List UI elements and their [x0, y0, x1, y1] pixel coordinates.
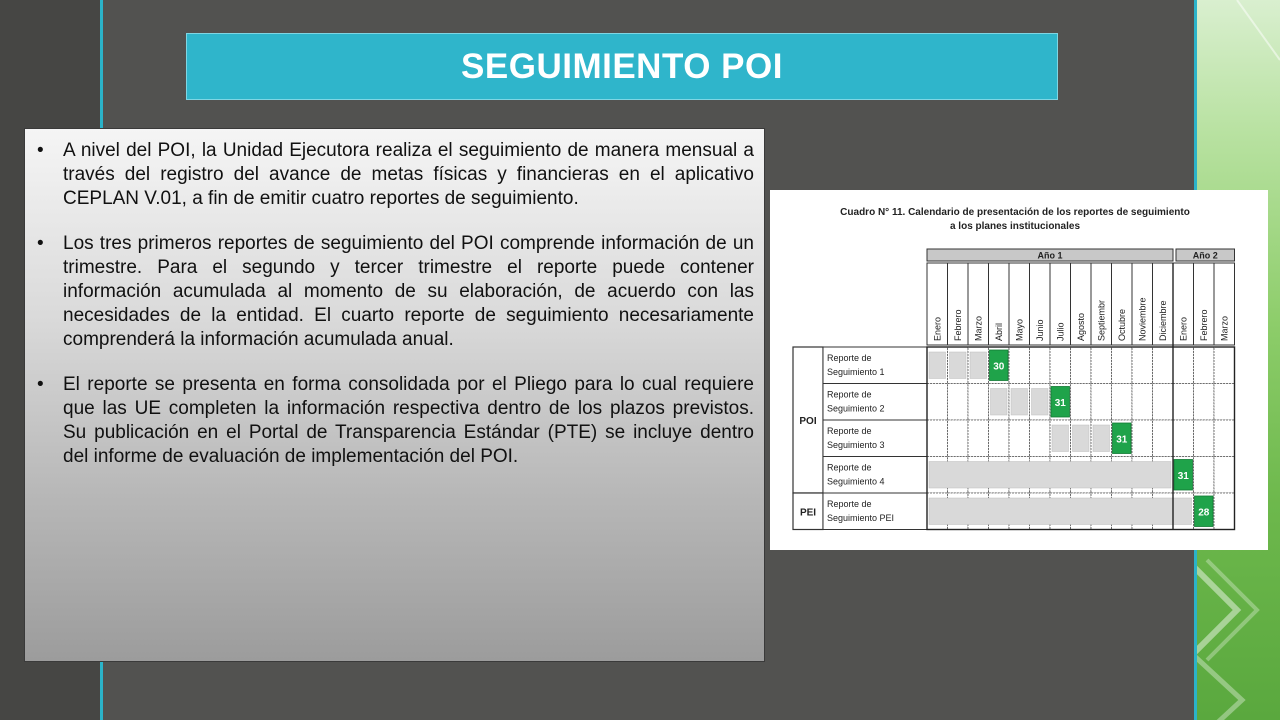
deadline-day: 30 — [993, 361, 1005, 373]
grid-cell — [1173, 384, 1194, 421]
grid-cell — [1112, 384, 1133, 421]
month-label: Enero — [932, 316, 943, 341]
grid-cell — [1214, 384, 1235, 421]
group-label-pei: PEI — [799, 507, 817, 519]
month-label: Febrero — [952, 309, 963, 341]
grid-cell — [1173, 347, 1194, 384]
grid-cell — [948, 420, 969, 457]
shaded-period-cell — [950, 352, 967, 379]
shaded-period-cell — [929, 352, 946, 379]
row-label-line2: Seguimiento 4 — [827, 476, 885, 487]
shaded-period-cell — [991, 389, 1008, 416]
shaded-period-cell — [1073, 425, 1090, 452]
grid-cell — [1091, 384, 1112, 421]
year1-label: Año 1 — [1037, 250, 1063, 261]
bullet-text: El reporte se presenta en forma consolidada por el Pliego para lo cual requiere que las UE completen la información respectiva dentro de los plazos previstos. Su publicación en el Portal de Transparencia Estándar (PTE) se incluye dentro del informe de evaluación de implementación del POI. — [63, 374, 754, 467]
grid-cell — [1194, 420, 1215, 457]
month-label: Octubre — [1116, 308, 1127, 341]
year2-label: Año 2 — [1192, 250, 1218, 261]
month-label: Diciembre — [1157, 300, 1168, 341]
month-label: Septiembr — [1096, 299, 1107, 341]
grid-cell — [927, 384, 948, 421]
deadline-day: 28 — [1198, 507, 1210, 519]
grid-cell — [1030, 420, 1051, 457]
month-label: Marzo — [973, 315, 984, 341]
month-label: Marzo — [1219, 315, 1230, 341]
shaded-period-bar — [929, 498, 1192, 525]
grid-cell — [1194, 347, 1215, 384]
slide-title: SEGUIMIENTO POI — [461, 46, 783, 86]
bullet-text: Los tres primeros reportes de seguimiento del POI comprende información de un trimestre. Para el segundo y tercer trimestre el reporte puede contener información acumulada al momento de su elaboración, de acuerdo con las necesidades de la entidad. El cuarto reporte de seguimiento necesariamente comprenderá la información acumulada anual. — [63, 233, 754, 350]
bullet-marker: • — [37, 140, 44, 161]
row-label-line1: Reporte de — [827, 353, 872, 363]
row-label-line2: Seguimiento 2 — [827, 403, 885, 414]
grid-cell — [1153, 384, 1174, 421]
calendar-table-image — [770, 190, 1268, 550]
row-label-line1: Reporte de — [827, 426, 872, 436]
grid-cell — [989, 420, 1010, 457]
grid-cell — [1214, 457, 1235, 494]
grid-cell — [1091, 347, 1112, 384]
shaded-period-cell — [1052, 425, 1069, 452]
shaded-period-bar — [929, 462, 1171, 489]
calendar-table — [770, 190, 1268, 550]
grid-cell — [927, 420, 948, 457]
grid-cell — [1153, 347, 1174, 384]
grid-cell — [1112, 347, 1133, 384]
month-label: Febrero — [1198, 309, 1209, 341]
bullet-item — [37, 139, 754, 211]
month-label: Junio — [1034, 319, 1045, 341]
bullet-item — [37, 373, 754, 469]
shaded-period-cell — [1032, 389, 1049, 416]
month-label: Agosto — [1075, 312, 1086, 341]
shaded-period-cell — [1093, 425, 1110, 452]
grid-cell — [1030, 347, 1051, 384]
text-panel — [24, 128, 765, 662]
title-banner — [186, 33, 1058, 100]
month-label: Noviembre — [1137, 297, 1148, 341]
grid-cell — [1071, 347, 1092, 384]
month-label: Enero — [1178, 316, 1189, 341]
grid-cell — [1132, 384, 1153, 421]
grid-cell — [1071, 384, 1092, 421]
grid-cell — [1214, 420, 1235, 457]
group-label-poi: POI — [799, 416, 817, 427]
row-label-line1: Reporte de — [827, 499, 872, 509]
grid-cell — [1153, 420, 1174, 457]
grid-cell — [1214, 347, 1235, 384]
row-label-line1: Reporte de — [827, 462, 872, 473]
bullet-text: A nivel del POI, la Unidad Ejecutora realiza el seguimiento de manera mensual a través del registro del avance de metas físicas y financieras en el aplicativo CEPLAN V.01, a fin de emitir cuatro reportes de seguimiento. — [63, 140, 754, 209]
deadline-day: 31 — [1054, 397, 1066, 409]
grid-cell — [1173, 420, 1194, 457]
grid-cell — [968, 384, 989, 421]
grid-cell — [1214, 493, 1235, 530]
grid-cell — [1132, 347, 1153, 384]
table-caption-line1: Cuadro N° 11. Calendario de presentación de los reportes de seguimiento — [840, 207, 1190, 218]
row-label-line1: Reporte de — [827, 389, 872, 400]
bullet-item — [37, 232, 754, 352]
bullet-marker: • — [37, 374, 44, 395]
grid-cell — [1194, 457, 1215, 494]
row-label-line2: Seguimiento 1 — [827, 367, 885, 377]
month-label: Mayo — [1014, 318, 1025, 341]
grid-cell — [1132, 420, 1153, 457]
deadline-day: 31 — [1177, 470, 1189, 482]
bullet-marker: • — [37, 233, 44, 254]
row-label-line2: Seguimiento PEI — [827, 513, 895, 523]
grid-cell — [1009, 420, 1030, 457]
grid-cell — [1009, 347, 1030, 384]
bullet-list — [37, 139, 754, 469]
grid-cell — [1194, 384, 1215, 421]
shaded-period-cell — [970, 352, 987, 379]
table-caption-line2: a los planes institucionales — [949, 221, 1081, 232]
deadline-day: 31 — [1116, 434, 1128, 446]
grid-cell — [968, 420, 989, 457]
grid-cell — [948, 384, 969, 421]
grid-cell — [1050, 347, 1071, 384]
row-label-line2: Seguimiento 3 — [827, 440, 885, 450]
month-label: Julio — [1055, 322, 1066, 341]
month-label: Abril — [993, 322, 1004, 341]
shaded-period-cell — [1011, 389, 1028, 416]
